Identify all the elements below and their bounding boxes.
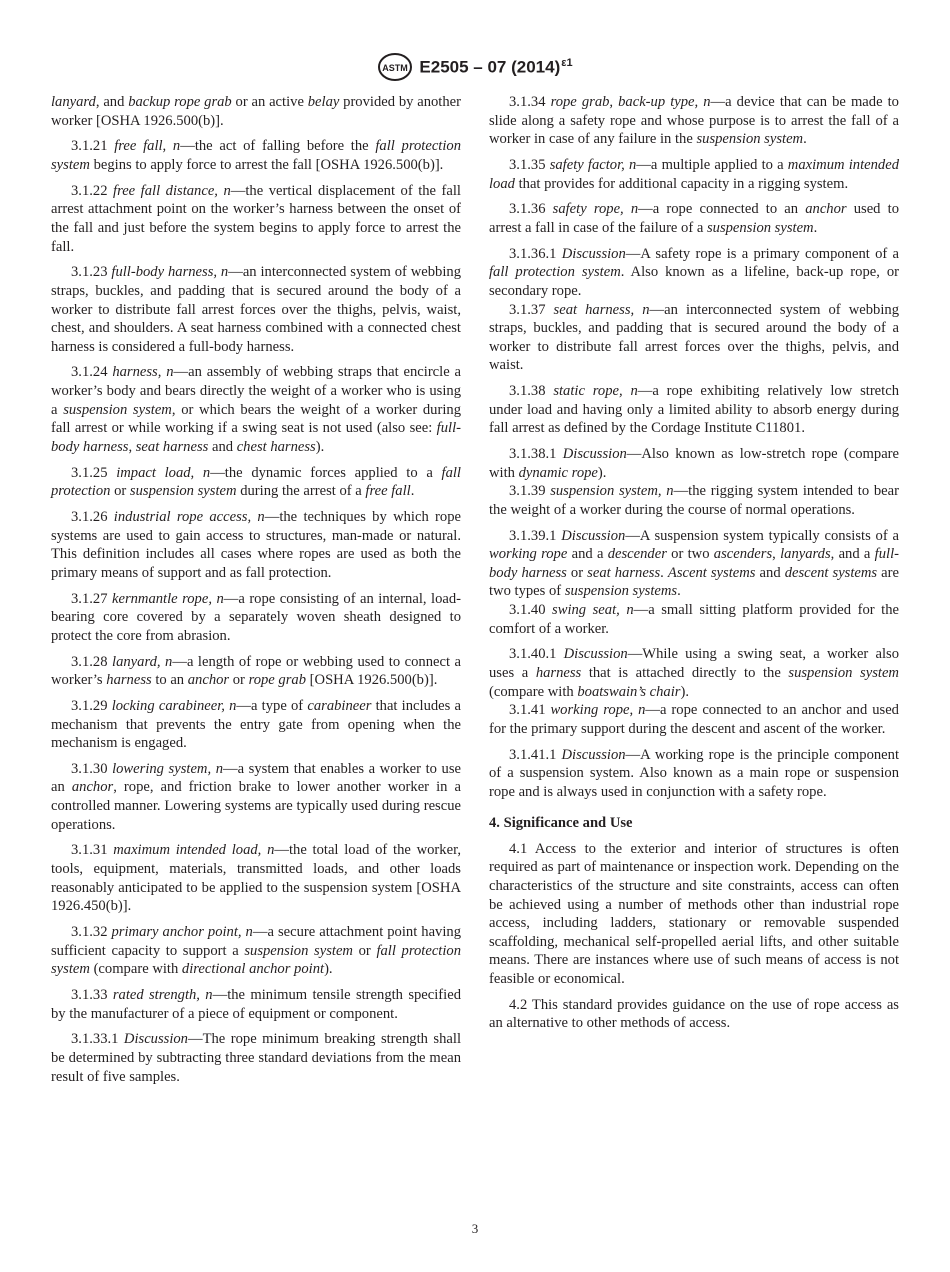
definition-paragraph: 3.1.28 lanyard, n—a length of rope or webbing used to connect a worker’s harness to an anchor or rope grab [OSHA 1926.500(b)]. <box>51 653 461 689</box>
svg-text:ASTM: ASTM <box>382 63 409 73</box>
definition-paragraph: 3.1.29 locking carabineer, n—a type of carabineer that includes a mechanism that prevents the entry gate from opening when the mechanism is engaged. <box>51 697 461 752</box>
definition-paragraph: lanyard, and backup rope grab or an active belay provided by another worker [OSHA 1926.500(b)]. <box>51 94 461 129</box>
epsilon-superscript: ε1 <box>561 56 573 69</box>
definition-paragraph: 3.1.35 safety factor, n—a multiple applied to a maximum intended load that provides for additional capacity in a rigging system. <box>489 156 899 192</box>
astm-logo-icon <box>377 52 413 82</box>
definition-paragraph: 3.1.33 rated strength, n—the minimum tensile strength specified by the manufacturer of a piece of equipment or component. <box>51 986 461 1022</box>
page-number: 3 <box>471 1221 479 1236</box>
definition-paragraph: 3.1.22 free fall distance, n—the vertical displacement of the fall arrest attachment point on the worker’s harness between the onset of the fall and just before the system begins to apply force to arrest the fall. <box>51 182 461 255</box>
section-heading: 4. Significance and Use <box>489 815 633 832</box>
page-header <box>0 52 950 87</box>
definition-paragraph: 3.1.34 rope grab, back-up type, n—a device that can be made to slide along a safety rope and whose purpose is to arrest the fall of a worker in case of any failure in the suspension system. <box>489 94 899 148</box>
definition-paragraph: 3.1.27 kernmantle rope, n—a rope consisting of an internal, load-bearing core covered by a separately woven sheath designed to protect the core from abrasion. <box>51 590 462 644</box>
definition-paragraph: 3.1.30 lowering system, n—a system that enables a worker to use an anchor, rope, and friction brake to lower another worker in a controlled manner. Lowering systems are typically used during rescue operations. <box>51 760 461 833</box>
definition-paragraph: 3.1.31 maximum intended load, n—the total load of the worker, tools, equipment, materials, transmitted loads, and other loads reasonably anticipated to be applied to the suspension system [OSHA 1926.450(b)]. <box>51 842 461 915</box>
document-id: E2505 – 07 $(2014)^{\varepsilon 1}$ <box>419 56 573 77</box>
definition-paragraph: 3.1.24 harness, n—an assembly of webbing straps that encircle a worker’s body and bears directly the weight of a worker who is using a suspension system, or which bears the weight of a worker during fall arrest or while working if a swing seat is not used (also see: full-body harness, seat harness and chest harness). <box>51 364 461 455</box>
definition-paragraph: 3.1.21 free fall, n—the act of falling before the fall protection system begins to apply force to arrest the fall [OSHA 1926.500(b)]. <box>51 138 462 173</box>
definition-paragraph: 3.1.37 seat harness, n—an interconnected system of webbing straps, buckles, and padding that is secured around the body of a worker to distribute fall arrest forces over the thighs, pelvis, and waist. <box>489 301 899 374</box>
definition-paragraph: 3.1.26 industrial rope access, n—the techniques by which rope systems are used to gain access to structures, man-made or natural. This definition includes all cases where ropes are used as both the primary means of support and as fall protection. <box>51 509 461 581</box>
left-column <box>51 93 461 1086</box>
definition-paragraph: 3.1.40 swing seat, n—a small sitting platform provided for the comfort of a worker. <box>489 601 900 637</box>
section-paragraph: 4.1 Access to the exterior and interior of structures is often required as part of maintenance or inspection work. Depending on the characteristics of the structure and site constraints, access can often be achieved using a number of methods other than industrial rope access, including ladders, stationary or removable suspended scaffolding, mechanical self-propelled aerial lifts, and other suitable means. There are instances where use of such means of access is not feasible or economical. <box>489 840 899 988</box>
definition-paragraph: 3.1.39 suspension system, n—the rigging system intended to bear the weight of a worker during the course of normal operations. <box>489 483 899 518</box>
section-paragraph: 4.2 This standard provides guidance on the use of rope access as an alternative to other methods of access. <box>489 996 899 1032</box>
definition-paragraph: 3.1.25 impact load, n—the dynamic forces applied to a fall protection or suspension system during the arrest of a free fall. <box>51 464 461 500</box>
right-column <box>489 93 899 1040</box>
definition-paragraph: 3.1.41.1 Discussion—A working rope is the principle component of a suspension system. Also known as a main rope or suspension rope and is always used in conjunction with a safety rope. <box>489 746 899 800</box>
definition-paragraph: 3.1.23 full-body harness, n—an interconnected system of webbing straps, buckles, and padding that is secured around the body of a worker to distribute fall arrest forces over the thighs, pelvis, waist, chest, and shoulders. A seat harness combined with a connected chest harness is considered a full-body harness. <box>51 264 462 355</box>
definition-paragraph: 3.1.39.1 Discussion—A suspension system typically consists of a working rope and a descender or two ascenders, lanyards, and a full-body harness or seat harness. Ascent systems and descent systems are two types of suspension systems. <box>489 527 900 600</box>
definition-paragraph: 3.1.32 primary anchor point, n—a secure attachment point having sufficient capacity to support a suspension system or fall protection system (compare with directional anchor point). <box>51 924 461 978</box>
definition-paragraph: 3.1.33.1 Discussion—The rope minimum breaking strength shall be determined by subtracting three standard deviations from the mean result of five samples. <box>51 1031 462 1085</box>
definition-paragraph: 3.1.38.1 Discussion—Also known as low-stretch rope (compare with dynamic rope). <box>489 446 900 481</box>
definition-paragraph: 3.1.40.1 Discussion—While using a swing seat, a worker also uses a harness that is attached directly to the suspension system (compare with boatswain’s chair). <box>489 646 899 700</box>
definition-paragraph: 3.1.36 safety rope, n—a rope connected to an anchor used to arrest a fall in case of the failure of a suspension system. <box>489 201 899 236</box>
definition-paragraph: 3.1.36.1 Discussion—A safety rope is a primary component of a fall protection system. Also known as a lifeline, back-up rope, or secondary rope. <box>489 245 900 299</box>
definition-paragraph: 3.1.41 working rope, n—a rope connected to an anchor and used for the primary support during the descent and ascent of the worker. <box>489 702 899 737</box>
definition-paragraph: 3.1.38 static rope, n—a rope exhibiting relatively low stretch under load and having only a limited ability to absorb energy during fall arrest as defined by the Cordage Institute C11801. <box>489 383 899 437</box>
